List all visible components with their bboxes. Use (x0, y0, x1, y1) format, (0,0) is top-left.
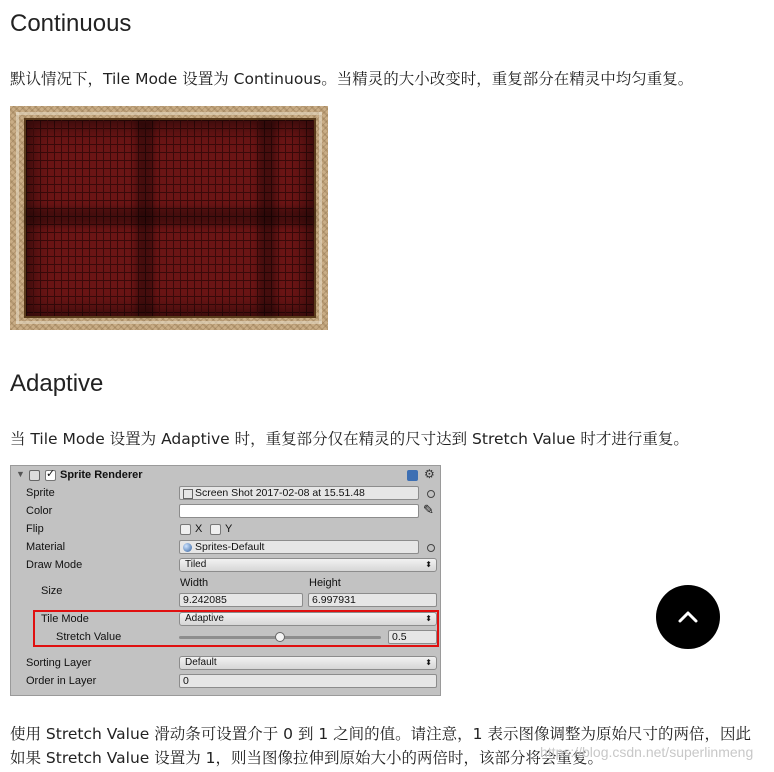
tile-mode-value: Adaptive (185, 613, 224, 624)
sorting-layer-value: Default (185, 657, 217, 668)
stretch-paragraph-line1: 使用 Stretch Value 滑动条可设置介于 0 到 1 之间的值。请注意，1 表示图像调整为原始尺寸的两倍，因此 (10, 725, 751, 743)
chevron-up-icon (677, 610, 699, 624)
object-picker-icon[interactable] (427, 544, 435, 552)
dropdown-arrows-icon: ⬍ (425, 560, 432, 569)
order-in-layer-input[interactable]: 0 (179, 674, 437, 688)
width-input[interactable]: 9.242085 (179, 593, 303, 607)
flip-y-label: Y (225, 523, 233, 535)
color-label: Color (26, 505, 53, 517)
draw-mode-dropdown[interactable] (179, 558, 437, 572)
material-object-field[interactable] (179, 540, 419, 554)
object-picker-icon[interactable] (427, 490, 435, 498)
draw-mode-value: Tiled (185, 559, 207, 570)
draw-mode-label: Draw Mode (26, 559, 83, 571)
flip-y-checkbox[interactable] (210, 524, 221, 535)
material-sphere-icon (183, 543, 192, 552)
sprite-object-field[interactable] (179, 486, 419, 500)
component-title: Sprite Renderer (60, 469, 143, 481)
image-icon (183, 489, 193, 499)
stretch-value-label: Stretch Value (56, 631, 122, 643)
sorting-layer-dropdown[interactable] (179, 656, 437, 670)
adaptive-description: 当 Tile Mode 设置为 Adaptive 时，重复部分仅在精灵的尺寸达到 Stretch Value 时才进行重复。 (10, 430, 689, 448)
height-label: Height (309, 577, 341, 589)
heading-adaptive: Adaptive (10, 370, 104, 397)
sprite-renderer-icon (29, 470, 40, 481)
tile-mode-highlight-box (33, 610, 439, 647)
help-book-icon[interactable] (407, 470, 418, 481)
eyedropper-icon[interactable]: ✎ (423, 502, 434, 517)
order-in-layer-label: Order in Layer (26, 675, 97, 687)
color-field[interactable] (179, 504, 419, 518)
sorting-layer-label: Sorting Layer (26, 657, 92, 669)
tile-mode-label: Tile Mode (41, 613, 89, 625)
continuous-description: 默认情况下，Tile Mode 设置为 Continuous。当精灵的大小改变时，重复部分在精灵中均匀重复。 (10, 70, 694, 88)
checkmark-icon: ✓ (46, 468, 56, 480)
flip-x-checkbox[interactable] (180, 524, 191, 535)
flip-label: Flip (26, 523, 44, 535)
dropdown-arrows-icon: ⬍ (425, 614, 432, 623)
width-label: Width (180, 577, 209, 589)
sprite-value: Screen Shot 2017-02-08 at 15.51.48 (195, 487, 365, 499)
material-value: Sprites-Default (195, 541, 265, 553)
material-label: Material (26, 541, 66, 553)
sprite-renderer-inspector (10, 465, 441, 696)
stretch-paragraph-line2: 如果 Stretch Value 设置为 1，则当图像拉伸到原始大小的两倍时，该部分将会重复。 (10, 749, 604, 767)
gear-icon[interactable]: ⚙ (424, 467, 435, 481)
sprite-label: Sprite (26, 487, 55, 499)
foldout-triangle-icon[interactable]: ▼ (16, 469, 25, 479)
size-label: Size (41, 585, 63, 597)
flip-x-label: X (195, 523, 203, 535)
height-input[interactable]: 6.997931 (308, 593, 437, 607)
component-header (11, 467, 440, 485)
stretch-value-input[interactable]: 0.5 (388, 630, 437, 644)
continuous-tiled-sprite-image (10, 106, 328, 330)
back-to-top-button[interactable] (656, 585, 720, 649)
dropdown-arrows-icon: ⬍ (425, 658, 432, 667)
watermark: https://blog.csdn.net/superlinmeng (540, 744, 754, 760)
heading-continuous: Continuous (10, 10, 132, 37)
